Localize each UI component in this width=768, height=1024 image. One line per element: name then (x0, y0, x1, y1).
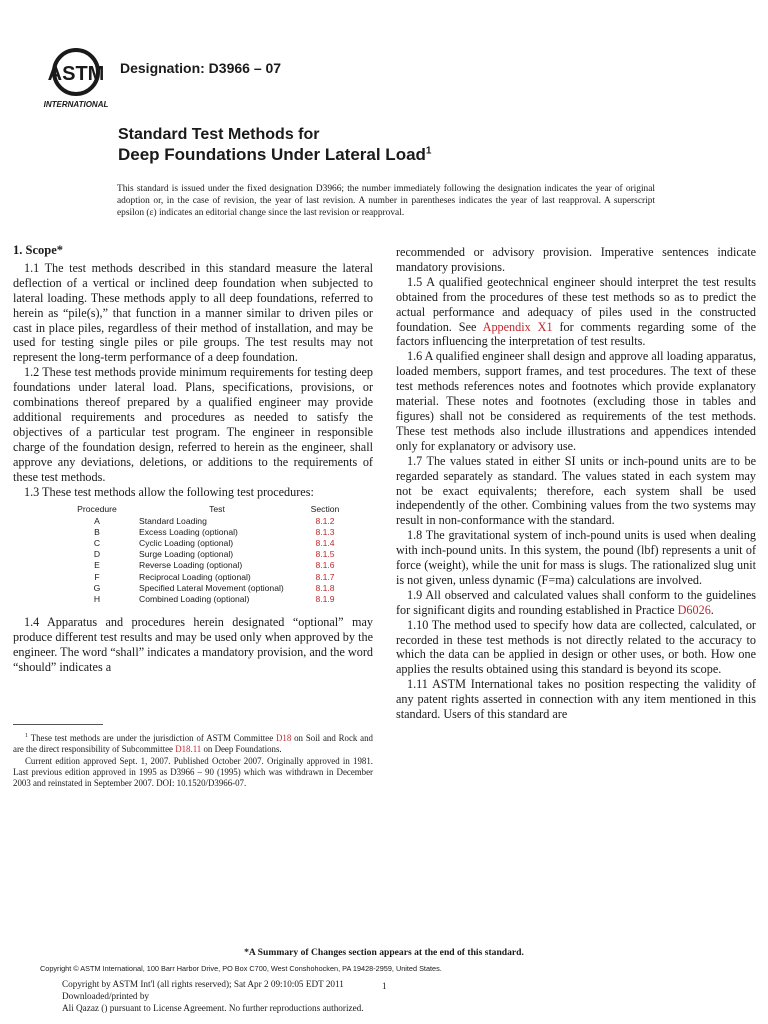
cell-test: Cyclic Loading (optional) (139, 538, 234, 549)
cell-procedure: F (94, 571, 100, 582)
paragraph-1-2: 1.2 These test methods provide minimum requirements for testing deep foundations under lateral load. Plans, specifications, provisions, or combinations thereof prepared by a qualified engineer may provide additional requirements and procedures as needed to satisfy the objectives of a particular test program. The engineer in responsible charge of the foundation design, referred to herein as the engineer, shall approve any deviations, deletions, or additions to the requirements of these test methods. (13, 365, 373, 484)
title-footnote-mark: 1 (425, 145, 432, 157)
cell-test: Reciprocal Loading (optional) (139, 571, 251, 582)
table-row (55, 516, 355, 527)
footnote-divider (13, 724, 103, 725)
footnote-text: These test methods are under the jurisdiction of ASTM Committee (30, 732, 276, 743)
paragraph-1-6: 1.6 A qualified engineer shall design and approve all loading apparatus, loaded members, support frames, and test procedures. The text of these test methods references notes and footnotes which provide explanatory material. These notes and footnotes (excluding those in tables and figures) shall not be considered as requirements of the test methods. These test methods also include illustrations and appendices intended only for explanatory or advisory use. (396, 349, 756, 453)
title-line-2 (118, 145, 431, 165)
scope-heading: 1. Scope* (13, 243, 63, 257)
paragraph-1-4: 1.4 Apparatus and procedures herein designated “optional” may produce different test results and may be used only when approved by the engineer. The word “shall” indicates a mandatory provision, and the word “should” indicates a (13, 615, 373, 674)
header-section: Section (310, 504, 340, 515)
paragraph-text: . (710, 602, 714, 617)
page-number: 1 (382, 981, 387, 991)
section-link[interactable]: 8.1.4 (315, 538, 335, 549)
issuance-notice: This standard is issued under the fixed designation D3966; the number immediately following the designation indicates the year of original adoption or, in the case of revision, the year of last revision. A number in parentheses indicates the year of last reapproval. A superscript epsilon (ε) indicates an editorial change since the last revision or reapproval. (117, 184, 655, 219)
header-procedure: Procedure (77, 504, 117, 515)
paragraph-1-11: 1.11 ASTM International takes no position respecting the validity of any patent rights asserted in connection with any item mentioned in this standard. Users of this standard are (396, 677, 756, 722)
logo-text: ASTM (47, 63, 105, 85)
paragraph-1-7: 1.7 The values stated in either SI units or inch-pound units are to be regarded separately as standard. The values stated in each system may not be exact equivalents; therefore, each system shall be used independently of the other. Combining values from the two systems may result in non-conformance with the standard. (396, 453, 756, 528)
designation: Designation: D3966 – 07 (120, 60, 282, 76)
paragraph-1-9 (396, 588, 756, 618)
table-row (55, 560, 355, 571)
paragraph-text: 1.9 All observed and calculated values shall conform to the guidelines for significant digits and rounding established in Practice (396, 587, 756, 617)
header-test: Test (209, 504, 225, 515)
cell-procedure: H (93, 594, 101, 605)
download-line-3: Ali Qazaz () pursuant to License Agreement. No further reproductions authorized. (62, 1003, 364, 1013)
table-header-row (55, 504, 355, 515)
logo-subtext: INTERNATIONAL (43, 100, 109, 109)
title-text: Deep Foundations Under Lateral Load (118, 145, 426, 164)
cell-test: Standard Loading (139, 515, 207, 526)
section-link[interactable]: 8.1.2 (315, 515, 335, 526)
subcommittee-d18-11-link[interactable]: D18.11 (175, 744, 202, 755)
left-column (13, 243, 373, 675)
paragraph-text: 1.5 A qualified geotechnical engineer should interpret the test results obtained from the procedures of these test methods so as to predict the actual performance and adequacy of piles used in the constructed foundation. See (396, 274, 756, 334)
practice-d6026-link[interactable]: D6026 (677, 602, 711, 617)
astm-logo (40, 44, 112, 110)
title-line-1: Standard Test Methods for (118, 126, 320, 143)
paragraph-1-10: 1.10 The method used to specify how data are collected, calculated, or recorded in these test methods is not directly related to the accuracy to which the data can be applied in design or other uses, or both. How one applies the results obtained using this standard is beyond its scope. (396, 617, 756, 677)
paragraph-1-3: 1.3 These test methods allow the following test procedures: (24, 484, 314, 499)
footnote-text: on Deep Foundations. (201, 744, 282, 755)
cell-procedure: C (93, 538, 101, 549)
footnote-text: on Soil and Rock and are the direct responsibility of Subcommittee (13, 732, 373, 755)
section-link[interactable]: 8.1.5 (315, 549, 335, 560)
section-link[interactable]: 8.1.8 (315, 582, 335, 593)
table-row (55, 583, 355, 594)
cell-test: Reverse Loading (optional) (139, 560, 243, 571)
cell-procedure: B (94, 526, 100, 537)
cell-test: Excess Loading (optional) (139, 526, 238, 537)
copyright-line: Copyright © ASTM International, 100 Barr Harbor Drive, PO Box C700, West Conshohocken, PA 19428-2959, United States. (40, 964, 442, 973)
cell-procedure: E (94, 560, 100, 571)
cell-test: Specified Lateral Movement (optional) (139, 582, 284, 593)
cell-procedure: G (93, 582, 101, 593)
appendix-x1-link[interactable]: Appendix X1 (482, 319, 553, 334)
summary-of-changes-note: *A Summary of Changes section appears at the end of this standard. (244, 947, 524, 958)
footnotes (13, 731, 373, 789)
table-row (55, 549, 355, 560)
section-link[interactable]: 8.1.9 (315, 594, 335, 605)
paragraph-1-1: 1.1 The test methods described in this standard measure the lateral deflection of a vertical or inclined deep foundation when subjected to lateral loading. These methods apply to all deep foundations, referred to herein as “pile(s),” that function in a manner similar to driven piles or cast in place piles, regardless of their method of installation, and may be used for testing single piles or pile groups. The test results may not represent the long-term performance of a deep foundation. (13, 260, 373, 365)
cell-procedure: A (94, 515, 100, 526)
download-line-2: Downloaded/printed by (62, 991, 150, 1001)
cell-test: Combined Loading (optional) (139, 594, 250, 605)
section-link[interactable]: 8.1.3 (315, 526, 335, 537)
paragraph-1-5 (396, 275, 756, 350)
table-row (55, 538, 355, 549)
table-row (55, 527, 355, 538)
cell-test: Surge Loading (optional) (139, 549, 234, 560)
download-line-1: Copyright by ASTM Int'l (all rights reserved); Sat Apr 2 09:10:05 EDT 2011 (62, 979, 344, 989)
paragraph-1-4-continued: recommended or advisory provision. Imperative sentences indicate mandatory provisions. (396, 245, 756, 274)
section-link[interactable]: 8.1.6 (315, 560, 335, 571)
committee-d18-link[interactable]: D18 (275, 732, 292, 743)
table-row (55, 572, 355, 583)
paragraph-1-8: 1.8 The gravitational system of inch-pound units is used when dealing with inch-pound units. In this system, the pound (lbf) represents a unit of force (weight), while the unit for mass is slugs. The rationalized slug unit is not given, unless dynamic (F=ma) calculations are involved. (396, 528, 756, 587)
footnote-1 (13, 731, 373, 756)
table-row (55, 594, 355, 605)
footnote-mark: 1 (25, 733, 28, 739)
astm-logo-graphic (40, 44, 112, 110)
download-notice (62, 978, 364, 1014)
paragraph-text: for comments regarding some of the factors influencing the interpretation of test results. (396, 319, 756, 349)
right-column (396, 245, 756, 722)
procedures-table (55, 504, 355, 605)
footnote-edition: Current edition approved Sept. 1, 2007. Published October 2007. Originally approved in 1981. Last previous edition approved in 1995 as D3966 – 90 (1995) which was withdrawn in December 2003 and reinstated in September 2007. DOI: 10.1520/D3966-07. (13, 755, 373, 789)
section-link[interactable]: 8.1.7 (315, 571, 335, 582)
cell-procedure: D (93, 549, 101, 560)
